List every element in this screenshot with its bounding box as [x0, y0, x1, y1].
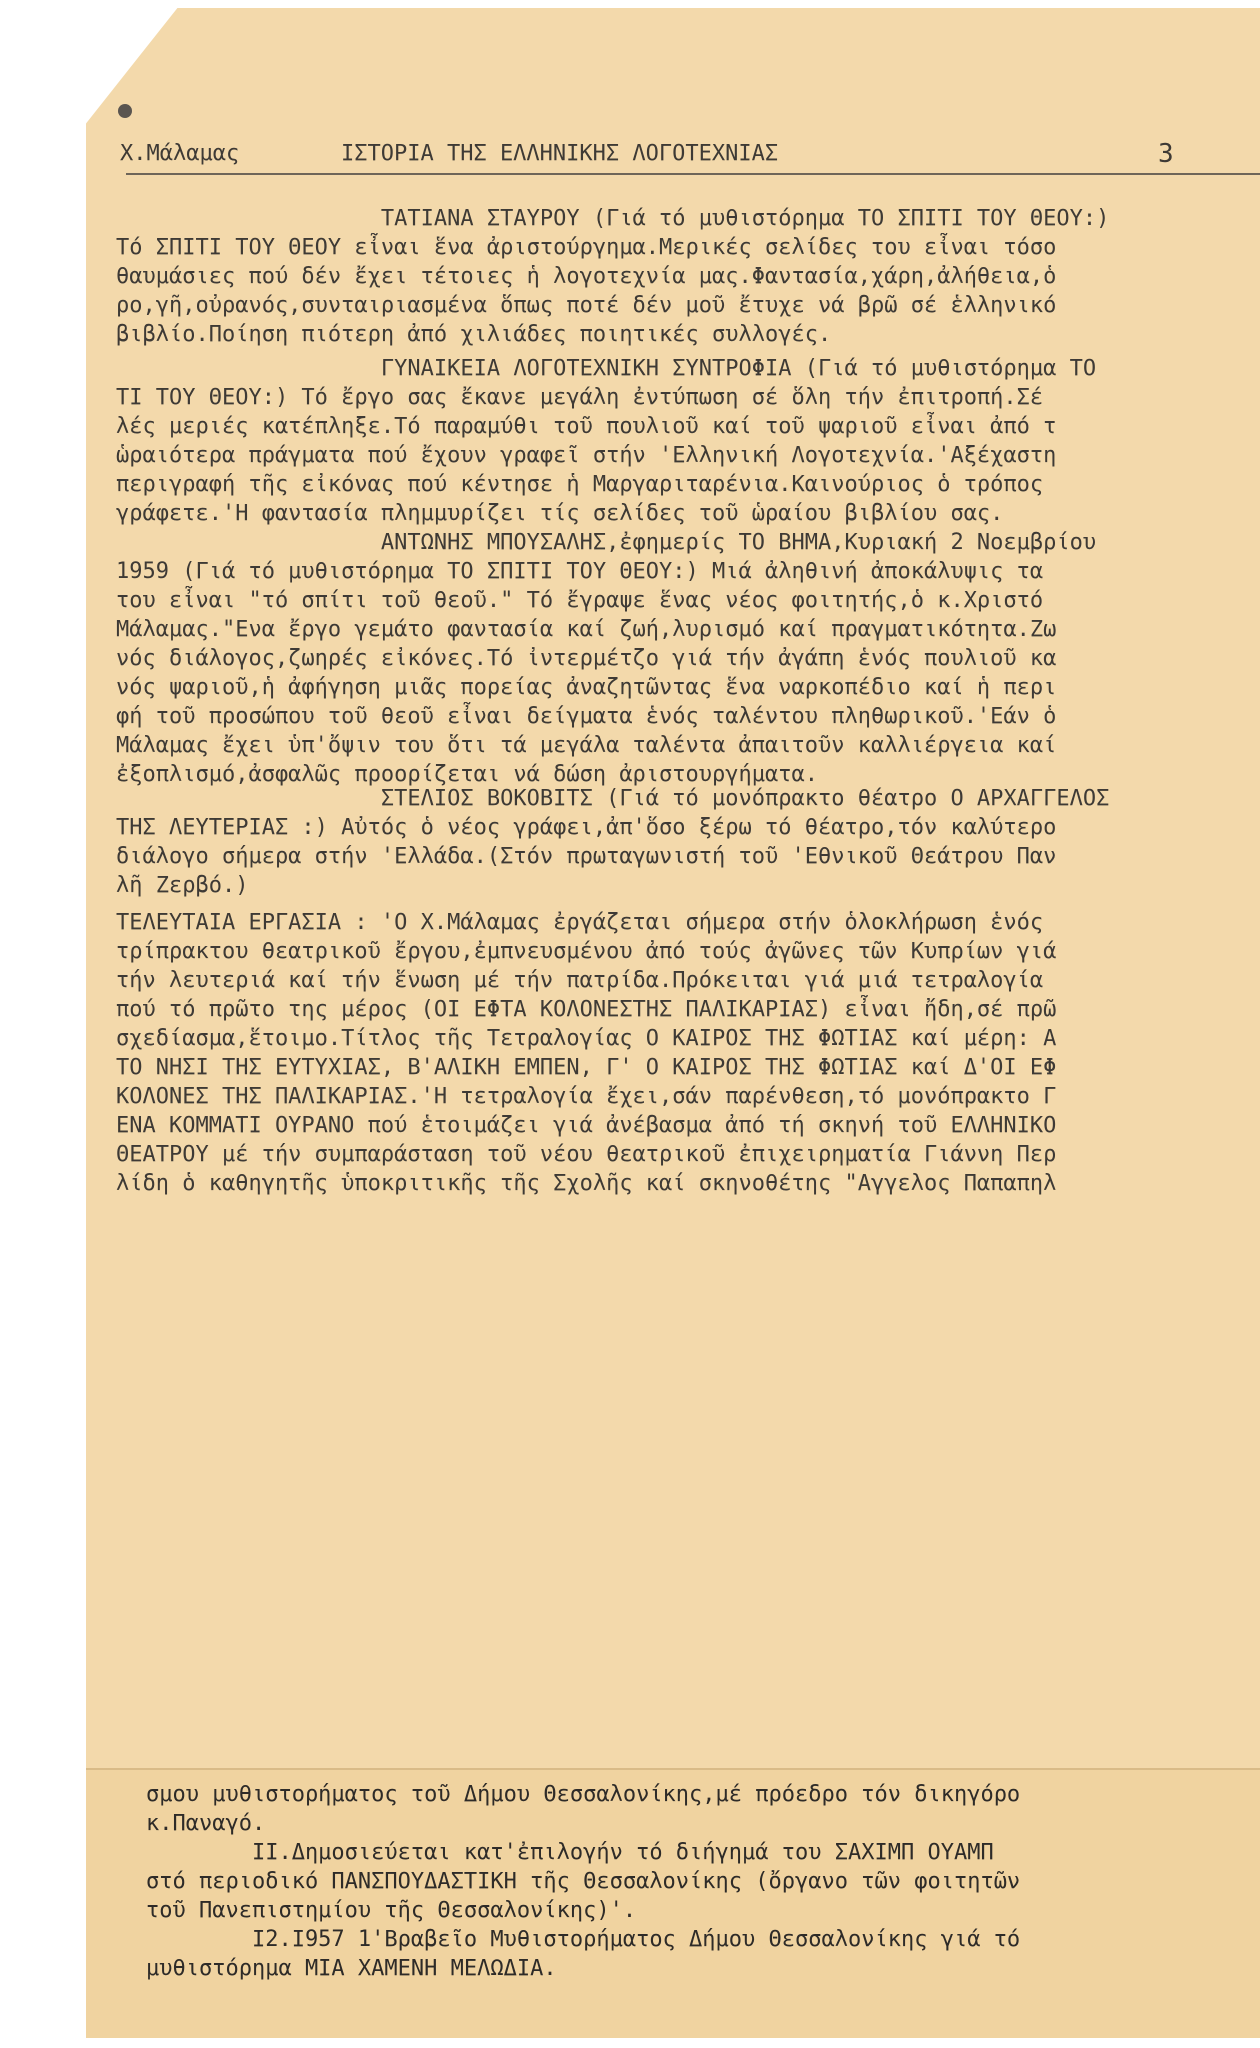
text-line: ΤΗΣ ΛΕΥΤΕΡΙΑΣ :) Αὐτός ὁ νέος γράφει,ἀπ'ὅσο ξέρω τό θέατρο,τόν καλύτερο — [116, 815, 1057, 840]
underlying-page-text — [146, 1780, 1246, 1983]
text-line: 1959 (Γιά τό μυθιστόρημα ΤΟ ΣΠΙΤΙ ΤΟΥ ΘΕΟΥ:) Μιά ἀληθινή ἀποκάλυψις τα — [116, 559, 1044, 584]
text-line: ΓΥΝΑΙΚΕΙΑ ΛΟΓΟΤΕΧΝΙΚΗ ΣΥΝΤΡΟΦΙΑ (Γιά τό μυθιστόρημα ΤΟ — [116, 356, 1097, 381]
text-line: τρίπρακτου θεατρικοῦ ἔργου,ἐμπνευσμένου ἀπό τούς ἀγῶνες τῶν Κυπρίων γιά — [116, 939, 1057, 964]
text-line: στό περιοδικό ΠΑΝΣΠΟΥΔΑΣΤΙΚΗ τῆς Θεσσαλονίκης (ὄργανο τῶν φοιτητῶν — [146, 1869, 1021, 1894]
text-line: Μάλαμας ἔχει ὑπ'ὄψιν του ὅτι τά μεγάλα ταλέντα ἀπαιτοῦν καλλιέργεια καί — [116, 733, 1057, 758]
text-line: ρο,γῆ,οὐρανός,συνταιριασμένα ὅπως ποτέ δέν μοῦ ἔτυχε νά βρῶ σέ ἑλληνικό — [116, 293, 1057, 318]
text-line: περιγραφή τῆς εἰκόνας πού κέντησε ἡ Μαργαριταρένια.Καινούριος ὁ τρόπος — [116, 472, 1044, 497]
text-line: διάλογο σήμερα στήν 'Ελλάδα.(Στόν πρωταγωνιστή τοῦ 'Εθνικοῦ Θεάτρου Παν — [116, 844, 1057, 869]
ink-spot — [118, 104, 132, 118]
text-line: φή τοῦ προσώπου τοῦ θεοῦ εἶναι δείγματα ἑνός ταλέντου πληθωρικοῦ.'Εάν ὁ — [116, 704, 1057, 729]
text-line: τήν λευτεριά καί τήν ἕνωση μέ τήν πατρίδα.Πρόκειται γιά μιά τετραλογία — [116, 968, 1044, 993]
text-line: του εἶναι "τό σπίτι τοῦ θεοῦ." Τό ἔγραψε ἕνας νέος φοιτητής,ὁ κ.Χριστό — [116, 588, 1044, 613]
review-gynaikeia — [116, 354, 1260, 528]
text-line: Ι2.Ι957 1'Βραβεῖο Μυθιστορήματος Δήμου Θεσσαλονίκης γιά τό — [146, 1927, 1021, 1952]
underlying-page — [86, 1768, 1260, 2038]
text-line: ΤΟ ΝΗΣΙ ΤΗΣ ΕΥΤΥΧΙΑΣ, Β'ΑΛΙΚΗ ΕΜΠΕΝ, Γ' Ο ΚΑΙΡΟΣ ΤΗΣ ΦΩΤΙΑΣ καί Δ'ΟΙ ΕΦ — [116, 1055, 1057, 1080]
text-line: πού τό πρῶτο της μέρος (ΟΙ ΕΦΤΑ ΚΟΛΟΝΕΣΤΗΣ ΠΑΛΙΚΑΡΙΑΣ) εἶναι ἤδη,σέ πρῶ — [116, 997, 1057, 1022]
text-line: Μάλαμας."Ενα ἔργο γεμάτο φαντασία καί ζωή,λυρισμό καί πραγματικότητα.Ζω — [116, 617, 1057, 642]
text-line: κ.Παναγό. — [146, 1811, 266, 1836]
text-line: ΑΝΤΩΝΗΣ ΜΠΟΥΣΑΛΗΣ,ἐφημερίς ΤΟ ΒΗΜΑ,Κυριακή 2 Νοεμβρίου — [116, 530, 1097, 555]
text-line: τοῦ Πανεπιστημίου τῆς Θεσσαλονίκης)'. — [146, 1898, 637, 1923]
text-line: μυθιστόρημα ΜΙΑ ΧΑΜΕΝΗ ΜΕΛΩΔΙΑ. — [146, 1956, 557, 1981]
text-line: γράφετε.'Η φαντασία πλημμυρίζει τίς σελίδες τοῦ ὡραίου βιβλίου σας. — [116, 501, 1004, 526]
text-line: λῆ Ζερβό.) — [116, 873, 249, 898]
review-stavrou — [116, 204, 1260, 349]
text-line: λές μεριές κατέπληξε.Τό παραμύθι τοῦ πουλιοῦ καί τοῦ ψαριοῦ εἶναι ἀπό τ — [116, 414, 1057, 439]
text-line: λίδη ὁ καθηγητῆς ὑποκριτικῆς τῆς Σχολῆς καί σκηνοθέτης "Αγγελος Παπαπηλ — [116, 1171, 1057, 1196]
text-line: νός ψαριοῦ,ἡ ἀφήγηση μιᾶς πορείας ἀναζητῶντας ἕνα ναρκοπέδιο καί ἡ περι — [116, 675, 1057, 700]
page-number: 3 — [1158, 139, 1174, 169]
text-line: βιβλίο.Ποίηση πιότερη ἀπό χιλιάδες ποιητικές συλλογές. — [116, 322, 832, 347]
text-line: ΤΙ ΤΟΥ ΘΕΟΥ:) Τό ἔργο σας ἔκανε μεγάλη ἐντύπωση σέ ὅλη τήν ἐπιτροπή.Σέ — [116, 385, 1044, 410]
text-line: ΣΤΕΛΙΟΣ ΒΟΚΟΒΙΤΣ (Γιά τό μονόπρακτο θέατρο Ο ΑΡΧΑΓΓΕΛΟΣ — [116, 786, 1110, 811]
text-line: νός διάλογος,ζωηρές εἰκόνες.Τό ἰντερμέτζο γιά τήν ἀγάπη ἑνός πουλιοῦ κα — [116, 646, 1057, 671]
text-line: ὡραιότερα πράγματα πού ἔχουν γραφεῖ στήν 'Ελληνική Λογοτεχνία.'Αξέχαστη — [116, 443, 1057, 468]
review-vokovits — [116, 784, 1260, 900]
folded-corner — [86, 8, 179, 126]
header-title: ΙΣΤΟΡΙΑ ΤΗΣ ΕΛΛΗΝΙΚΗΣ ΛΟΓΟΤΕΧΝΙΑΣ — [341, 141, 779, 166]
text-line: σμου μυθιστορήματος τοῦ Δήμου Θεσσαλονίκης,μέ πρόεδρο τόν δικηγόρο — [146, 1782, 1021, 1807]
text-line: θαυμάσιες πού δέν ἔχει τέτοιες ἡ λογοτεχνία μας.Φαντασία,χάρη,ἀλήθεια,ὁ — [116, 264, 1057, 289]
header-author: Χ.Μάλαμας — [120, 141, 240, 166]
text-line: ΤΕΛΕΥΤΑΙΑ ΕΡΓΑΣΙΑ : 'Ο Χ.Μάλαμας ἐργάζεται σήμερα στήν ὁλοκλήρωση ἑνός — [116, 910, 1044, 935]
header-rule — [126, 173, 1260, 175]
document-page — [86, 8, 1260, 2038]
text-line: ΤΑΤΙΑΝΑ ΣΤΑΥΡΟΥ (Γιά τό μυθιστόρημα ΤΟ ΣΠΙΤΙ ΤΟΥ ΘΕΟΥ:) — [116, 206, 1110, 231]
text-line: ΘΕΑΤΡΟΥ μέ τήν συμπαράσταση τοῦ νέου θεατρικοῦ ἐπιχειρηματία Γιάννη Περ — [116, 1142, 1057, 1167]
text-line: ἐξοπλισμό,ἀσφαλῶς προορίζεται νά δώση ἀριστουργήματα. — [116, 762, 818, 787]
text-line: σχεδίασμα,ἕτοιμο.Τίτλος τῆς Τετραλογίας Ο ΚΑΙΡΟΣ ΤΗΣ ΦΩΤΙΑΣ καί μέρη: Α — [116, 1026, 1057, 1051]
text-line: ΙΙ.Δημοσιεύεται κατ'ἐπιλογήν τό διήγημά του ΣΑΧΙΜΠ ΟΥΑΜΠ — [146, 1840, 994, 1865]
latest-work — [116, 908, 1260, 1198]
text-line: ΕΝΑ ΚΟΜΜΑΤΙ ΟΥΡΑΝΟ πού ἑτοιμάζει γιά ἀνέβασμα ἀπό τή σκηνή τοῦ ΕΛΛΗΝΙΚΟ — [116, 1113, 1057, 1138]
text-line: ΚΟΛΟΝΕΣ ΤΗΣ ΠΑΛΙΚΑΡΙΑΣ.'Η τετραλογία ἔχει,σάν παρένθεση,τό μονόπρακτο Γ — [116, 1084, 1057, 1109]
text-line: Τό ΣΠΙΤΙ ΤΟΥ ΘΕΟΥ εἶναι ἕνα ἀριστούργημα.Μερικές σελίδες του εἶναι τόσο — [116, 235, 1057, 260]
review-bousalis — [116, 528, 1260, 789]
